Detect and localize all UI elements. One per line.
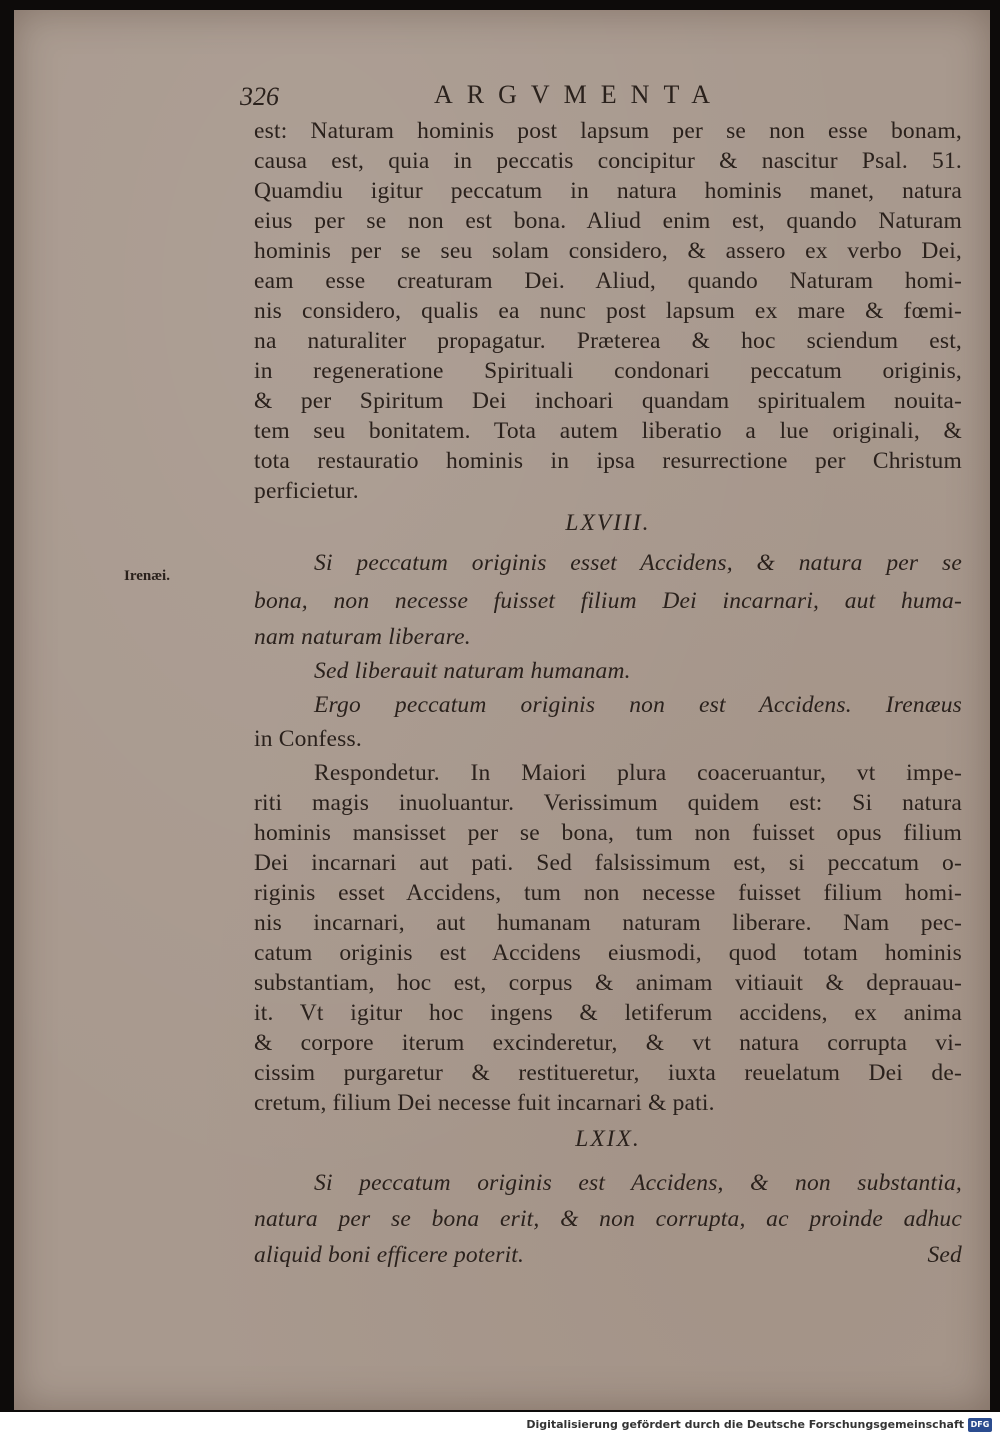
text-line: Sed liberauit naturam humanam. (314, 658, 631, 684)
text-line: nis considero, qualis ea nunc post lapsum ex mare & fœmi- (254, 298, 962, 324)
text-line: hominis mansisset per se bona, tum non fuisset opus filium (254, 820, 962, 846)
text-line: substantiam, hoc est, corpus & animam vitiauit & deprauau- (254, 970, 962, 996)
book-page (14, 10, 990, 1410)
text-line: cissim purgaretur & restitueretur, iuxta reuelatum Dei de- (254, 1060, 962, 1086)
text-line: riginis esset Accidens, tum non necesse fuisset filium homi- (254, 880, 962, 906)
text-line: cretum, filium Dei necesse fuit incarnari & pati. (254, 1090, 715, 1116)
text-line: na naturaliter propagatur. Præterea & hoc sciendum est, (254, 328, 962, 354)
text-line: eius per se non est bona. Aliud enim est, quando Naturam (254, 208, 962, 234)
text-line: aliquid boni efficere poterit. (254, 1242, 525, 1268)
running-head: ARGVMENTA (434, 80, 725, 109)
text-line: Quamdiu igitur peccatum in natura hominis manet, natura (254, 178, 962, 204)
text-line: it. Vt igitur hoc ingens & letiferum accidens, ex anima (254, 1000, 962, 1026)
text-line: Dei incarnari aut pati. Sed falsissimum est, si peccatum o- (254, 850, 962, 876)
text-line: catum originis est Accidens eiusmodi, quod totam hominis (254, 940, 962, 966)
text-line: perficietur. (254, 478, 359, 504)
text-line: Si peccatum originis est Accidens, & non substantia, (314, 1170, 962, 1196)
text-line: eam esse creaturam Dei. Aliud, quando Naturam homi- (254, 268, 962, 294)
text-line: & corpore iterum excinderetur, & vt natura corrupta vi- (254, 1030, 962, 1056)
text-line: hominis per se seu solam considero, & assero ex verbo Dei, (254, 238, 962, 264)
text-line: tota restauratio hominis in ipsa resurrectione per Christum (254, 448, 962, 474)
text-line: natura per se bona erit, & non corrupta, ac proinde adhuc (254, 1206, 962, 1232)
margin-note: Irenæi. (124, 568, 170, 584)
page-number: 326 (240, 82, 279, 111)
text-line: nis incarnari, aut humanam naturam liberare. Nam pec- (254, 910, 962, 936)
text-line: tem seu bonitatem. Tota autem liberatio a lue originali, & (254, 418, 962, 444)
text-line: causa est, quia in peccatis concipitur & nascitur Psal. 51. (254, 148, 962, 174)
text-line: in Confess. (254, 726, 362, 752)
text-line: in regeneratione Spirituali condonari peccatum originis, (254, 358, 962, 384)
text-line: Si peccatum originis esset Accidens, & natura per se (314, 550, 962, 576)
text-line: riti magis inuoluantur. Verissimum quidem est: Si natura (254, 790, 962, 816)
footer-credit: Digitalisierung gefördert durch die Deutsche Forschungsgemeinschaft (526, 1418, 964, 1431)
text-line: est: Naturam hominis post lapsum per se non esse bonam, (254, 118, 962, 144)
text-line: nam naturam liberare. (254, 624, 471, 650)
text-line: Respondetur. In Maiori plura coaceruantur, vt impe- (314, 760, 962, 786)
section-heading: LXVIII. (565, 510, 651, 536)
dfg-logo-icon: DFG (968, 1418, 992, 1432)
text-line: bona, non necesse fuisset filium Dei incarnari, aut huma- (254, 588, 962, 614)
section-heading: LXIX. (575, 1126, 641, 1152)
text-line: Ergo peccatum originis non est Accidens. Irenæus (314, 692, 962, 718)
catchword: Sed (927, 1242, 962, 1268)
text-line: & per Spiritum Dei inchoari quandam spiritualem nouita- (254, 388, 962, 414)
